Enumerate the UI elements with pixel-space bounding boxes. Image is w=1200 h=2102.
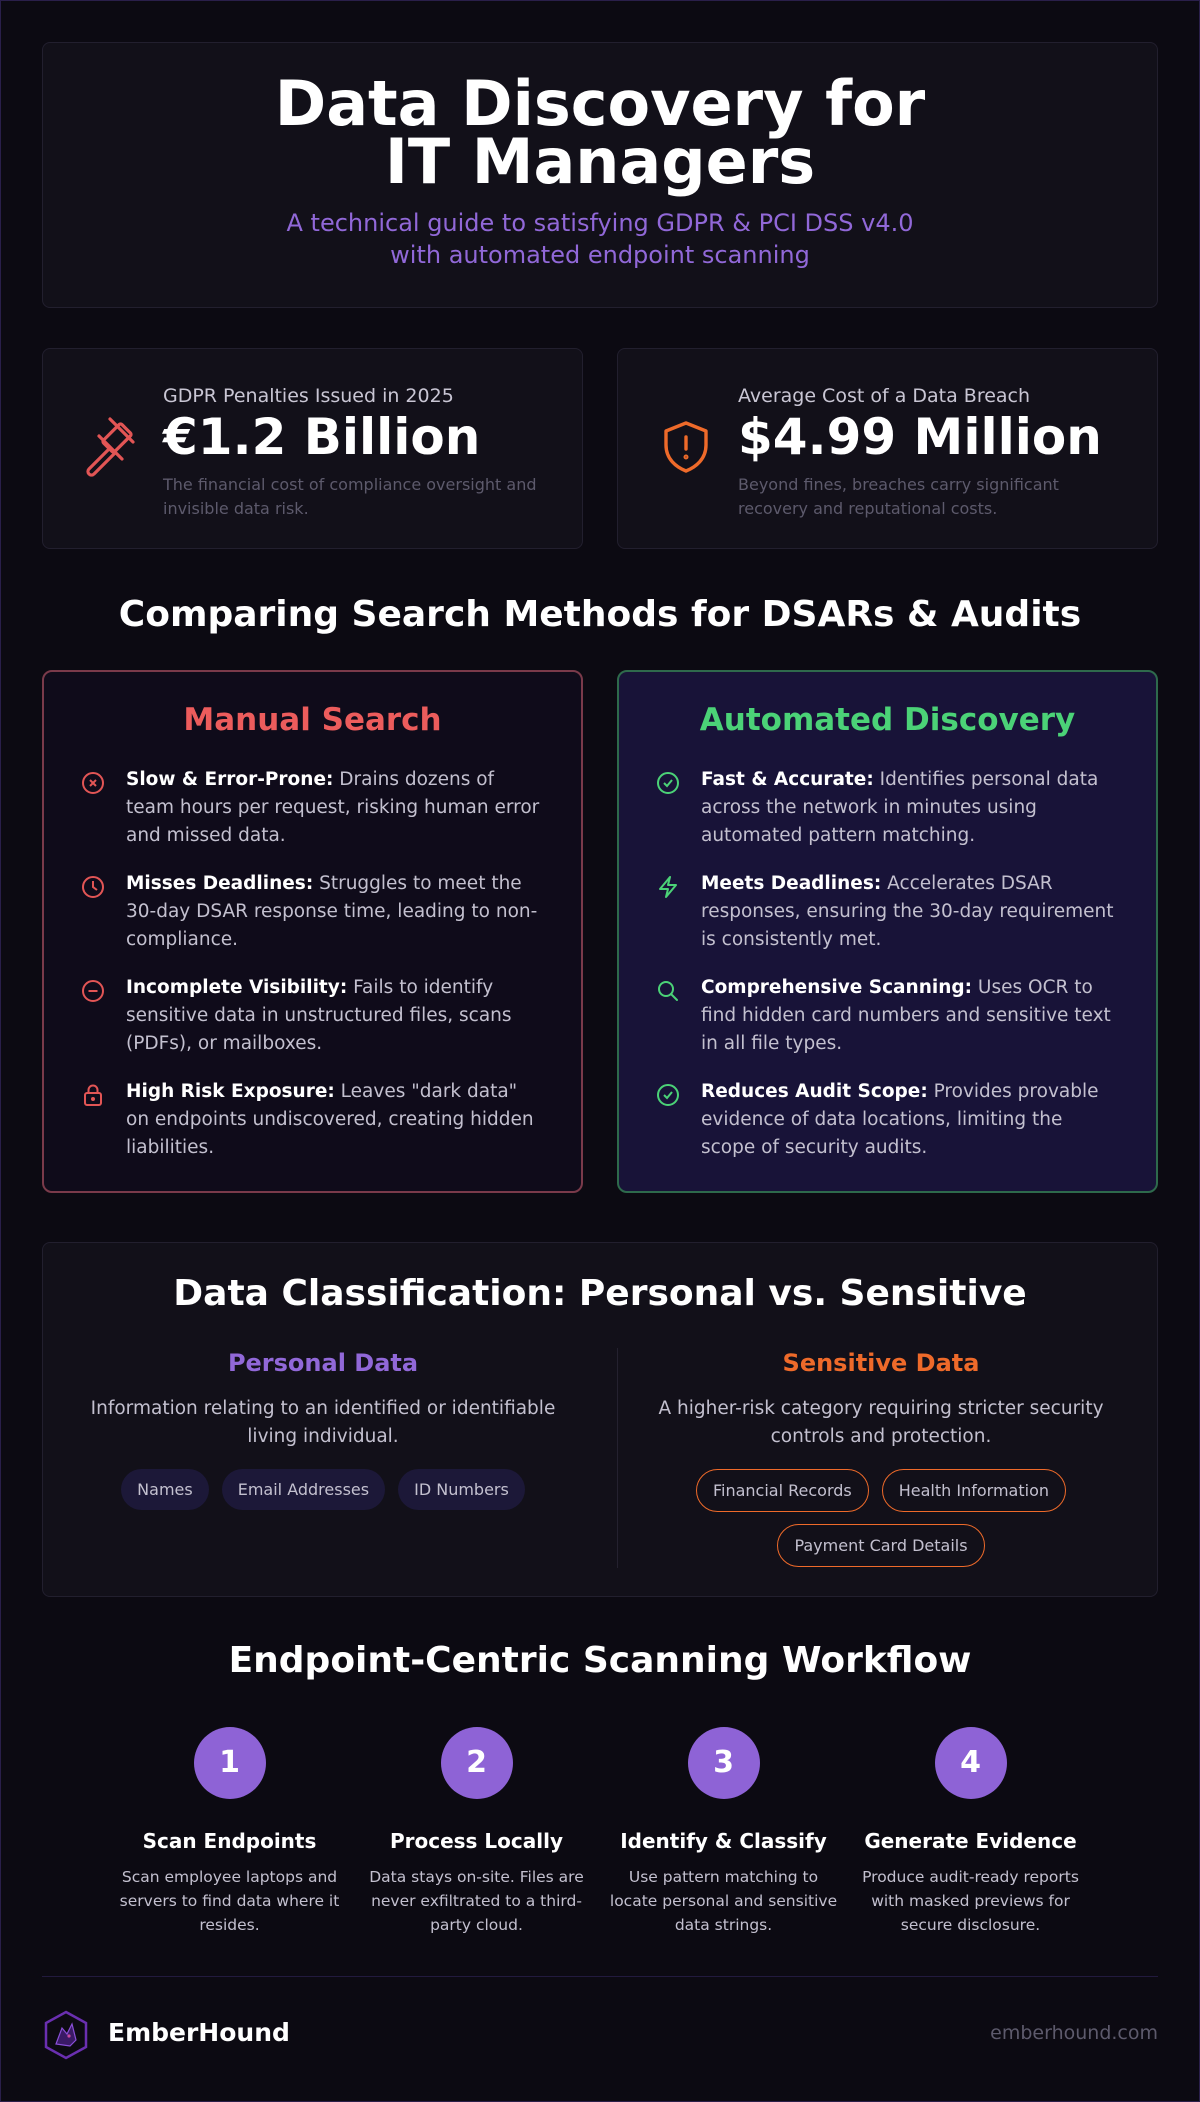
item-bold: Meets Deadlines: bbox=[701, 873, 882, 894]
item-text: Accelerates DSAR responses, ensuring the 30-day requirement is consistently met. bbox=[701, 873, 1114, 950]
check-circle-icon bbox=[655, 1082, 681, 1108]
automated-discovery-title: Automated Discovery bbox=[699, 702, 1076, 738]
step-number: 3 bbox=[688, 1727, 760, 1799]
item-text: Fails to identify sensitive data in unstructured files, scans (PDFs), or mailboxes. bbox=[126, 977, 512, 1054]
search-icon bbox=[655, 978, 681, 1004]
tag-id-numbers: ID Numbers bbox=[398, 1469, 525, 1510]
minus-circle-icon bbox=[80, 978, 106, 1004]
item-text: Struggles to meet the 30-day DSAR response time, leading to non-compliance. bbox=[126, 873, 538, 950]
stat-description: Beyond fines, breaches carry significant recovery and reputational costs. bbox=[738, 475, 1059, 518]
footer-brand: EmberHound bbox=[108, 2018, 290, 2047]
step-title: Process Locally bbox=[389, 1829, 564, 1853]
gavel-icon bbox=[79, 415, 143, 479]
item-bold: Incomplete Visibility: bbox=[126, 977, 348, 998]
stat-value: $4.99 Million bbox=[738, 408, 1102, 466]
step-text: Scan employee laptops and servers to find data where it resides. bbox=[119, 1868, 340, 1934]
sensitive-data-tags bbox=[611, 1469, 1151, 1567]
step-number: 1 bbox=[194, 1727, 266, 1799]
item-bold: Slow & Error-Prone: bbox=[126, 769, 334, 790]
list-item bbox=[80, 766, 545, 850]
classification-card bbox=[42, 1242, 1158, 1597]
hero-card bbox=[42, 42, 1158, 308]
item-bold: Misses Deadlines: bbox=[126, 873, 314, 894]
workflow-step bbox=[106, 1727, 353, 1937]
item-text: Drains dozens of team hours per request, risking human error and missed data. bbox=[126, 769, 540, 846]
comparison-heading: Comparing Search Methods for DSARs & Audits bbox=[118, 594, 1082, 635]
personal-data-column bbox=[53, 1349, 593, 1510]
step-text: Data stays on-site. Files are never exfiltrated to a third-party cloud. bbox=[369, 1868, 584, 1934]
footer-url-link[interactable]: emberhound.com bbox=[990, 2022, 1158, 2044]
workflow-step bbox=[847, 1727, 1094, 1937]
tag-payment-card-details: Payment Card Details bbox=[777, 1524, 984, 1567]
item-bold: Fast & Accurate: bbox=[701, 769, 874, 790]
manual-search-title: Manual Search bbox=[183, 702, 442, 738]
list-item bbox=[80, 870, 545, 954]
step-title: Generate Evidence bbox=[864, 1829, 1077, 1853]
check-circle-icon bbox=[655, 770, 681, 796]
personal-data-tags bbox=[53, 1469, 593, 1510]
workflow-heading: Endpoint-Centric Scanning Workflow bbox=[228, 1640, 972, 1681]
lock-icon bbox=[80, 1082, 106, 1108]
item-bold: Comprehensive Scanning: bbox=[701, 977, 973, 998]
x-circle-icon bbox=[80, 770, 106, 796]
sensitive-data-column bbox=[611, 1349, 1151, 1567]
stat-label: GDPR Penalties Issued in 2025 bbox=[163, 385, 454, 407]
item-bold: Reduces Audit Scope: bbox=[701, 1081, 928, 1102]
manual-search-card bbox=[42, 670, 583, 1193]
emberhound-logo-icon bbox=[42, 2010, 90, 2060]
stat-value: €1.2 Billion bbox=[163, 408, 481, 466]
item-text: Leaves "dark data" on endpoints undiscovered, creating hidden liabilities. bbox=[126, 1081, 534, 1158]
step-text: Use pattern matching to locate personal and sensitive data strings. bbox=[609, 1868, 838, 1934]
sensitive-data-title: Sensitive Data bbox=[782, 1349, 980, 1377]
stat-label: Average Cost of a Data Breach bbox=[738, 385, 1031, 407]
step-text: Produce audit-ready reports with masked previews for secure disclosure. bbox=[862, 1868, 1079, 1934]
personal-data-title: Personal Data bbox=[227, 1349, 419, 1377]
lightning-icon bbox=[655, 874, 681, 900]
step-number: 4 bbox=[935, 1727, 1007, 1799]
step-number: 2 bbox=[441, 1727, 513, 1799]
workflow-step bbox=[353, 1727, 600, 1937]
stat-card-gdpr-penalties bbox=[42, 348, 583, 549]
list-item bbox=[655, 974, 1120, 1058]
item-bold: High Risk Exposure: bbox=[126, 1081, 335, 1102]
footer-divider bbox=[42, 1976, 1158, 1977]
list-item bbox=[80, 974, 545, 1058]
stat-card-breach-cost bbox=[617, 348, 1158, 549]
automated-discovery-card bbox=[617, 670, 1158, 1193]
workflow-steps bbox=[106, 1727, 1094, 1937]
item-text: Provides provable evidence of data locations, limiting the scope of security audits. bbox=[701, 1081, 1099, 1158]
step-title: Identify & Classify bbox=[620, 1829, 827, 1853]
item-text: Uses OCR to find hidden card numbers and sensitive text in all file types. bbox=[701, 977, 1111, 1054]
tag-financial-records: Financial Records bbox=[696, 1469, 869, 1512]
clock-icon bbox=[80, 874, 106, 900]
tag-names: Names bbox=[121, 1469, 209, 1510]
page-subtitle: A technical guide to satisfying GDPR & PCI DSS v4.0 with automated endpoint scanning bbox=[286, 209, 914, 269]
shield-alert-icon bbox=[654, 415, 718, 479]
list-item bbox=[80, 1078, 545, 1162]
page-title: Data Discovery for IT Managers bbox=[274, 67, 926, 198]
tag-email-addresses: Email Addresses bbox=[222, 1469, 385, 1510]
list-item bbox=[655, 766, 1120, 850]
list-item bbox=[655, 870, 1120, 954]
step-title: Scan Endpoints bbox=[142, 1829, 317, 1853]
tag-health-information: Health Information bbox=[882, 1469, 1066, 1512]
sensitive-data-description: A higher-risk category requiring stricter security controls and protection. bbox=[658, 1398, 1104, 1447]
item-text: Identifies personal data across the network in minutes using automated pattern matching. bbox=[701, 769, 1099, 846]
classification-heading: Data Classification: Personal vs. Sensitive bbox=[173, 1273, 1027, 1314]
list-item bbox=[655, 1078, 1120, 1162]
personal-data-description: Information relating to an identified or identifiable living individual. bbox=[90, 1398, 556, 1447]
stat-description: The financial cost of compliance oversight and invisible data risk. bbox=[163, 475, 537, 518]
workflow-step bbox=[600, 1727, 847, 1937]
